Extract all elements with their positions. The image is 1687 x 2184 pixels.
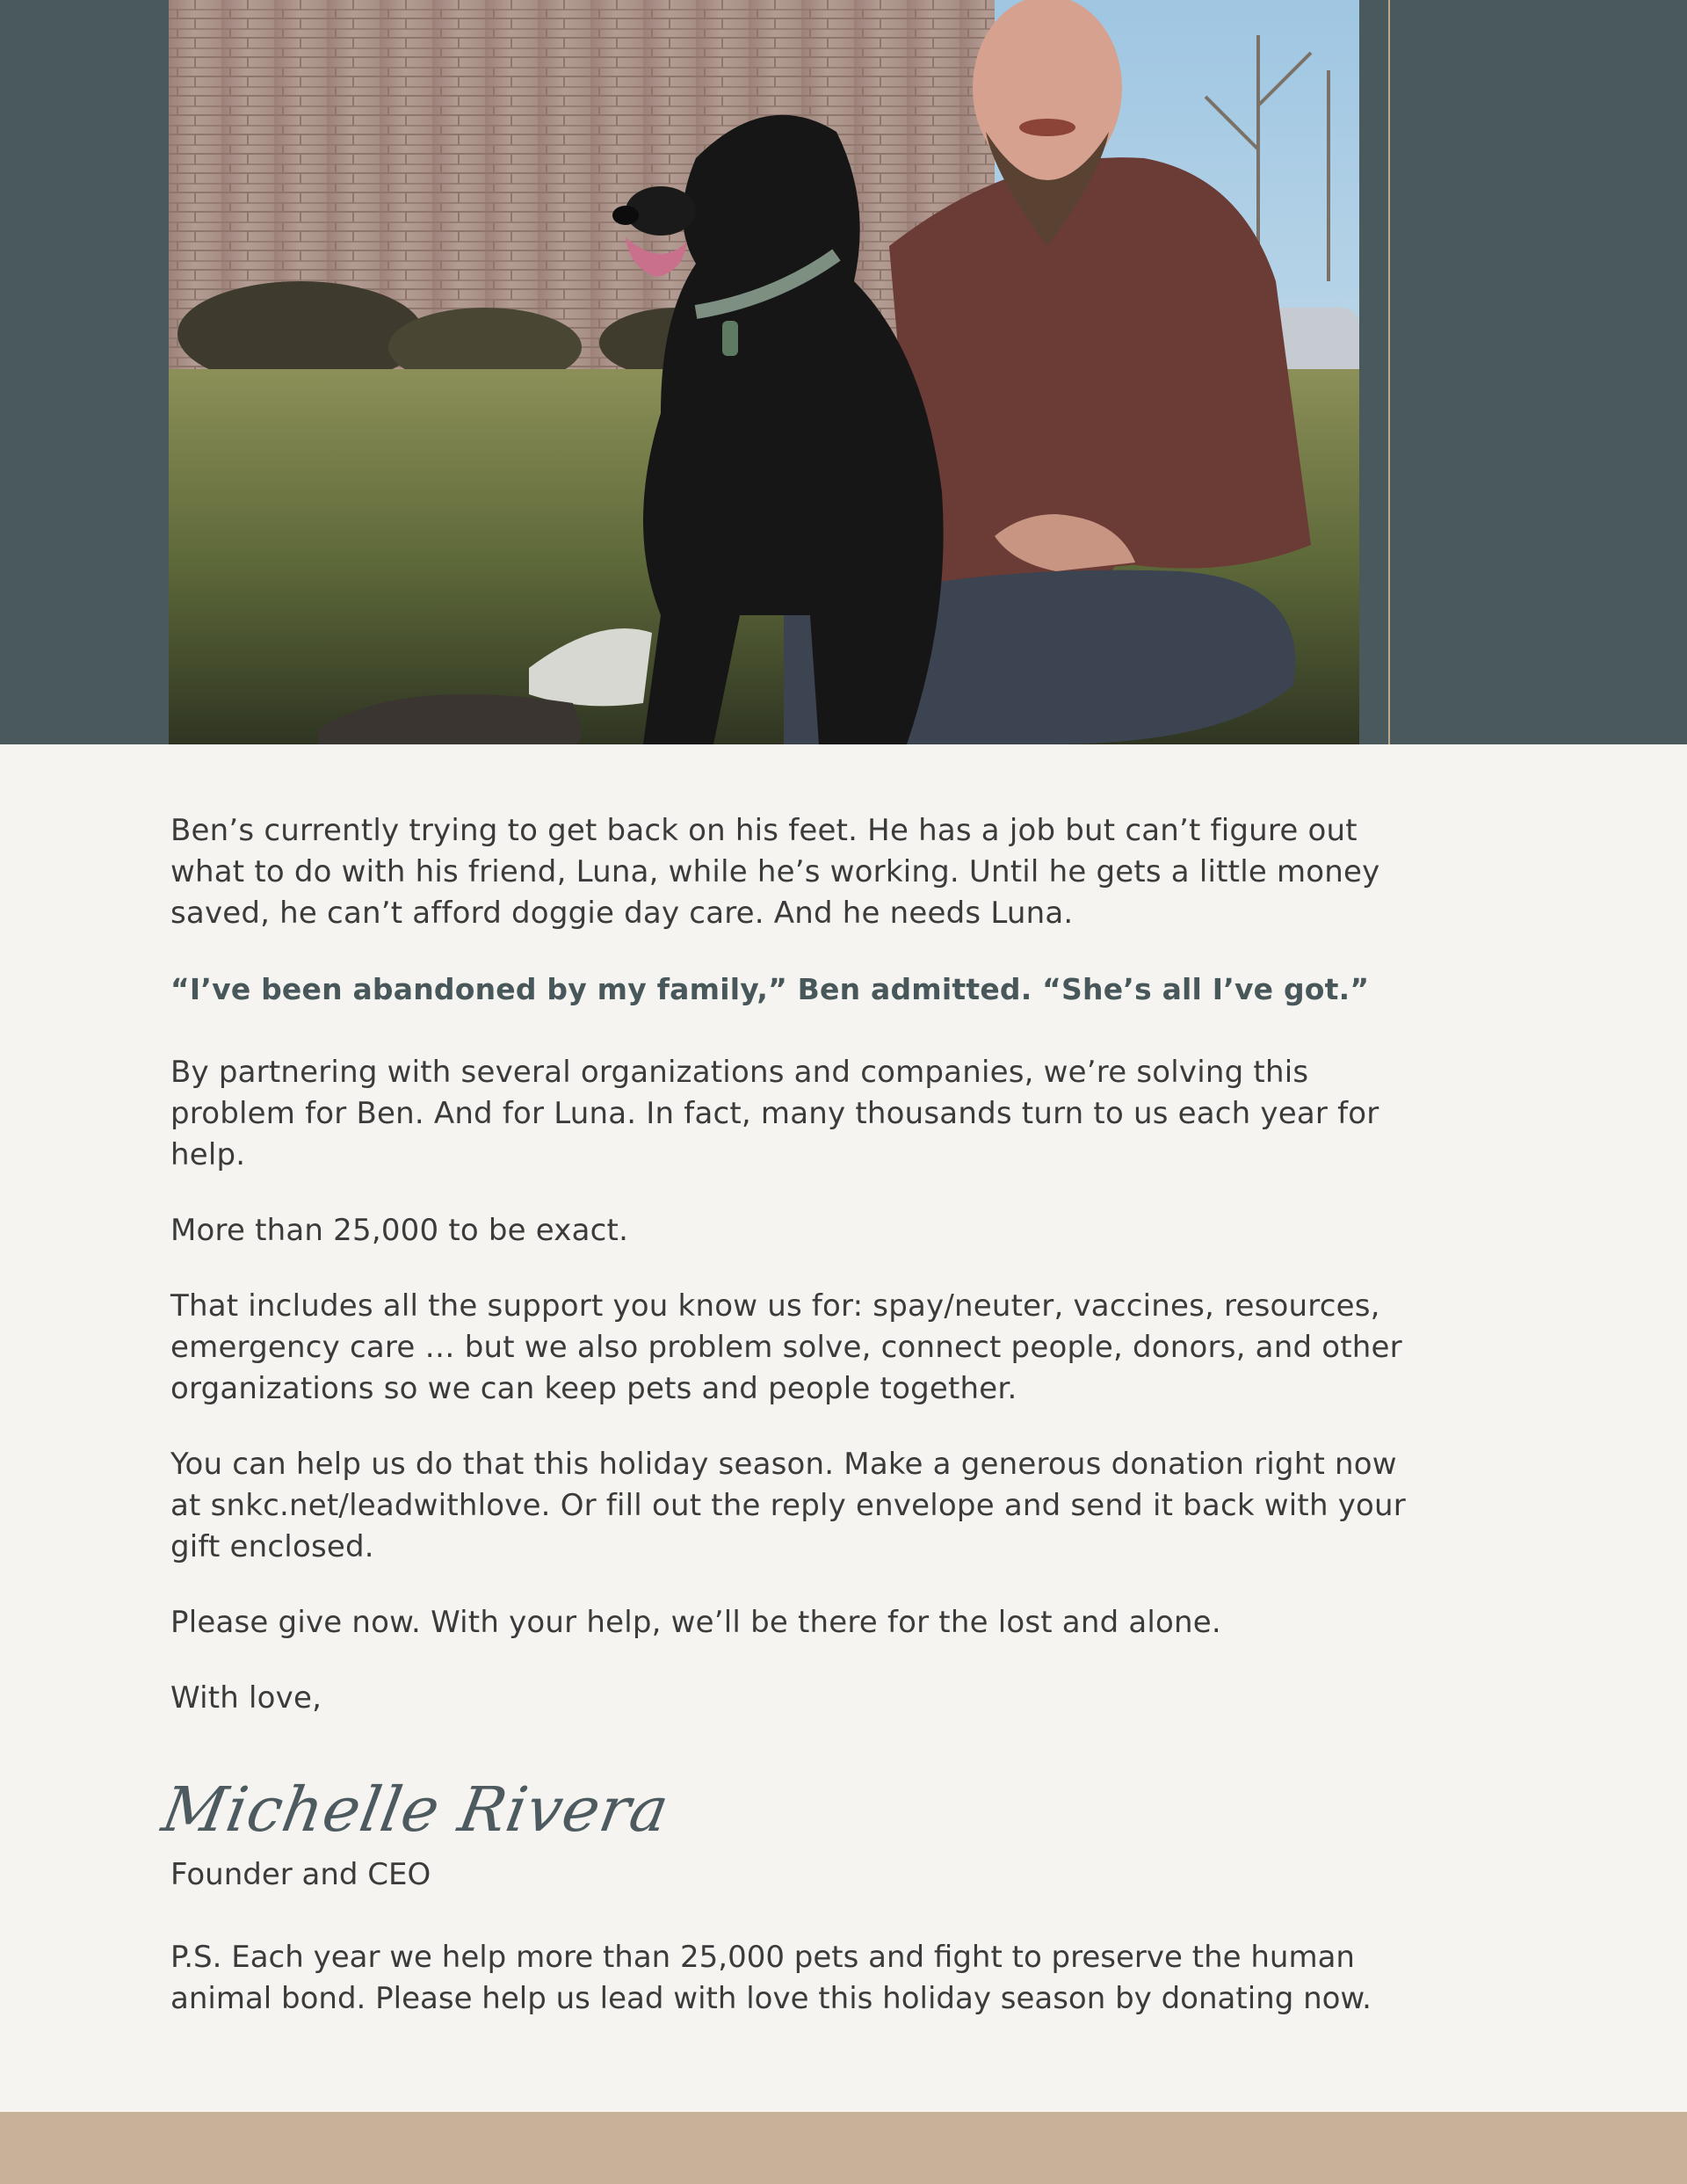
paragraph-25000: More than 25,000 to be exact. [170,1213,629,1248]
letter-body [170,810,1436,1719]
closing-salutation: With love, [170,1680,322,1716]
signer-title: Founder and CEO [170,1857,431,1892]
paragraph-give-now: Please give now. With your help, we’ll be there for the lost and alone. [170,1605,1221,1640]
paragraph-donation-ask: You can help us do that this holiday season. Make a generous donation right now at snkc.net/leadwithlove. Or fill out the reply envelope and send it back with your gift enclosed. [170,1447,1406,1564]
paragraph-partnering: By partnering with several organizations and companies, we’re solving this problem for Ben. And for Luna. In fact, many thousands turn to us each year for help. [170,1055,1379,1172]
ben-and-luna-photo [169,0,1359,744]
signature: Michelle Rivera [156,1774,675,1846]
paragraph-support: That includes all the support you know us for: spay/neuter, vaccines, resources, emergency care … but we also problem solve, connect people, donors, and other organizations so we can keep pets and people together. [170,1288,1402,1406]
photo-illustration [169,0,1359,744]
paragraph-ben-situation: Ben’s currently trying to get back on his feet. He has a job but can’t figure out what to do with his friend, Luna, while he’s working. Until he gets a little money saved, he can’t afford doggie day care. And he needs Luna. [170,813,1380,931]
postscript: P.S. Each year we help more than 25,000 pets and fight to preserve the human animal bond. Please help us lead with love this holiday season by donating now. [170,1940,1372,2016]
gold-divider-line [1388,0,1390,744]
ben-quote: “I’ve been abandoned by my family,” Ben admitted. “She’s all I’ve got.” [170,972,1370,1006]
footer-band [0,2112,1687,2184]
